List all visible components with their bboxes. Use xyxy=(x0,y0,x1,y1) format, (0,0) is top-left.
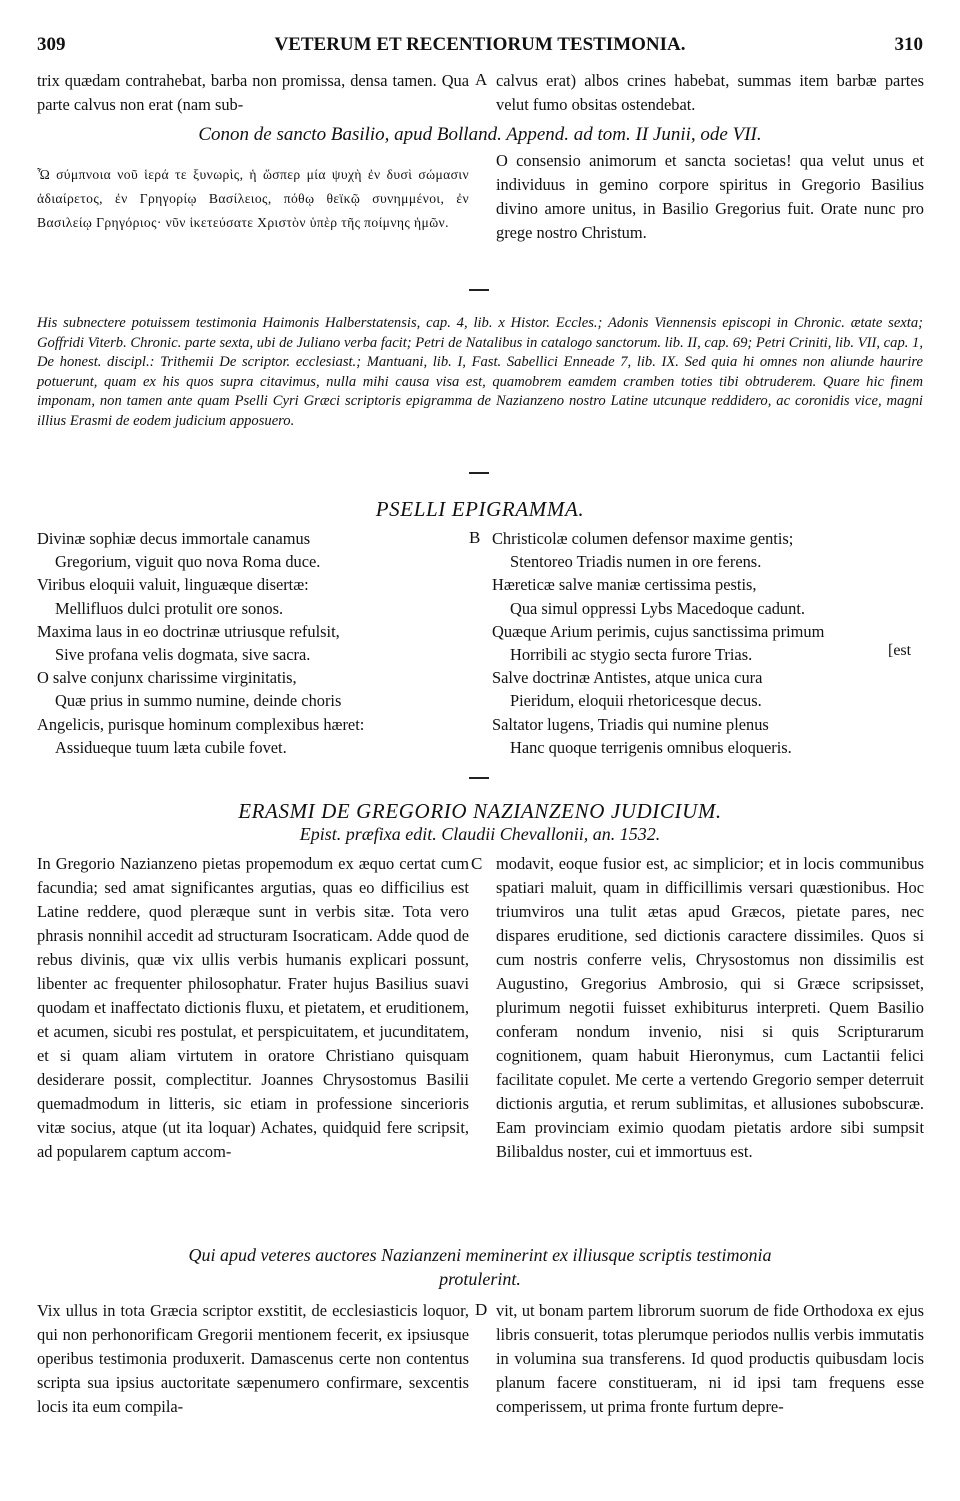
right-page-number: 310 xyxy=(894,34,923,55)
divider xyxy=(469,289,489,291)
epigram-title: PSELLI EPIGRAMMA. xyxy=(375,497,585,521)
epigram-right-verses xyxy=(492,527,924,759)
verse-line: Sive profana velis dogmata, sive sacra. xyxy=(55,645,311,665)
verse-line: Hanc quoque terrigenis omnibus eloqueris. xyxy=(510,737,792,757)
verse-line: Pieridum, eloquii rhetoricesque decus. xyxy=(510,691,762,711)
verse-line: Assidueque tuum læta cubile fovet. xyxy=(55,737,287,757)
intro-right-text: calvus erat) albos crines habebat, summas item barbæ partes velut fumo obsitas ostendebat. xyxy=(496,71,924,114)
verse-line: Saltator lugens, Triadis qui numine plenus xyxy=(492,714,769,734)
conon-heading: Conon de sancto Basilio, apud Bolland. Append. ad tom. II Junii, ode VII. xyxy=(198,124,762,145)
section-marker-a: A xyxy=(475,70,488,89)
epigram-left-verses xyxy=(37,527,469,759)
notes-paragraph: His subnectere potuissem testimonia Haimonis Halberstatensis, cap. 4, lib. x Histor. Eccles.; Adonis Viennensis episcopi in Chronic. ætate sexta; Goffridi Viterb. Chronic. parte sexta, ubi de Juliano verba facit; Petri de Natalibus in catalogo sanctorum. lib. II, cap. 69; Petri Criniti, lib. VII, cap. 1, De honest. discipl.: Trithemii De scriptor. ecclesiast.; Mantuani, lib. I, Fast. Sabellici Enneade 7, lib. IX. Sed quia hi omnes non aliunde haurire potuerunt, quam ex his quos supra citavimus, nulla mihi causa visa est, quamobrem eamdem cramben toties tibi obtruderem. Quare hic finem imponam, non tamen ante quam Pselli Cyri Græci scriptoris epigramma de Nazianzeno nostro Latine utcunque reddidero, ac coronidis vice, magni illius Erasmi de eodem judicium apposuero. xyxy=(37,315,923,429)
verse-line: Hæreticæ salve maniæ certissima pestis, xyxy=(492,575,757,595)
verse-line: Quæ prius in summo numine, deinde choris xyxy=(55,691,342,711)
conon-latin-text: O consensio animorum et sancta societas! qua velut unus et individuus in gemino corpore spiritus in Gregorio Basilius divino amore unitus, in Basilio Gregorius fuit. Orate nunc pro grege nostro Christum. xyxy=(496,151,924,242)
verse-line: Qua simul oppressi Lybs Macedoque cadunt. xyxy=(510,598,805,618)
verse-line: Viribus eloquii valuit, linguæque disertæ: xyxy=(37,575,309,595)
verse-line: Angelicis, purisque hominum complexibus hæret: xyxy=(37,714,365,734)
est-continuation: [est xyxy=(888,642,912,659)
erasmus-left-text: In Gregorio Nazianzeno pietas propemodum ex æquo certat cum facundia; sed amat significantes argutias, quas eo difficilius est Latine reddere, quod pleræque sunt in verbis sitæ. Tota vero phrasis nonnihil accedit ad structuram Isocraticam. Adde quod de rebus divinis, quæ vix ullis verbis humanis explicari possunt, libenter ac frequenter philosophatur. Frater hujus Basilius suavi quodam et inaffectato dictionis fluxu, et pietatem, et eruditionem, et acumen, sicubi res postulat, et perspicuitatem, et jucunditatem, et si quam aliam virtutem in oratore Christiano quisquam desiderare possit, complectitur. Joannes Chrysostomus Basilii quemadmodum in litteris, sic etiam in professione sincerioris vitæ socius, atque (ut ita loquar) Achates, quidquid fere scripsit, ad popularem captum accom- xyxy=(37,854,469,1161)
running-header xyxy=(37,34,923,58)
verse-line: Maxima laus in eo doctrinæ utriusque refulsit, xyxy=(37,621,340,641)
intro-left-text: trix quædam contrahebat, barba non promissa, densa tamen. Qua parte calvus non erat (nam sub- xyxy=(37,71,469,114)
conon-greek-text: Ὦ σύμπνοια νοῦ ἱερά τε ξυνωρὶς, ἡ ὥσπερ μία ψυχὴ ἐν δυσὶ σώμασιν ἀδιαίρετος, ἐν Γρηγορίῳ Βασίλειος, πόθῳ θεϊκῷ συνημμένοι, ἐν Βασιλείῳ Γρηγόριος· νῦν ἱκετεύσατε Χριστὸν ὑπὲρ τῆς ποίμνης ἡμῶν. xyxy=(37,166,469,231)
verse-line: Quæque Arium perimis, cujus sanctissima primum xyxy=(492,621,825,641)
erasmus-right-text: modavit, eoque fusior est, ac simplicior; et in locis communibus spatiari maluit, quam in difficillimis versari quæstionibus. Hoc triumviros una tulit ætas apud Græcos, pietate pares, nec dispares eruditione, sed dictionis caractere dissimiles. Quos si cum nostris conferre velis, Chrysostomus non dissimilis est Augustino, Gregorius Ambrosio, qui si Græce scripsisset, plurimum negotii fuisset exhibiturus interpreti. Quem Basilio conferam nondum invenio, nisi si quis Scripturarum cognitionem, quam habuit Hieronymus, cum Lactantii felici facilitate copulet. Me certe a vertendo Gregorio semper deterruit dictionis argutia, et rerum sublimitas, et allusiones subobscuræ. Eam provinciam eximio quodam pietatis ardore sibi sumpsit Bilibaldus noster, cui et immortuus est. xyxy=(496,854,924,1161)
section-marker-c: C xyxy=(471,854,483,873)
veteres-right-text: vit, ut bonam partem librorum suorum de fide Orthodoxa ex ejus libris consuerit, totas plerumque periodos nullis verbis immutatis in volumina sua transferens. Id quod productis quibusdam locis planum facere constitueram, ni id ipsi tam frequens esse comperissem, ut prima fronte furtum depre- xyxy=(496,1301,924,1416)
divider xyxy=(469,777,489,779)
verse-line: Mellifluos dulci protulit ore sonos. xyxy=(55,598,284,618)
veteres-heading-line1: Qui apud veteres auctores Nazianzeni meminerint ex illiusque scriptis testimonia xyxy=(188,1245,772,1265)
verse-line: O salve conjunx charissime virginitatis, xyxy=(37,668,297,688)
verse-line: Salve doctrinæ Antistes, atque unica cura xyxy=(492,668,763,688)
verse-line: Christicolæ columen defensor maxime gentis; xyxy=(492,529,794,548)
verse-line: Horribili ac stygio secta furore Trias. xyxy=(510,645,753,665)
verse-line: Divinæ sophiæ decus immortale canamus xyxy=(37,529,311,548)
veteres-left-text: Vix ullus in tota Græcia scriptor exstitit, de ecclesiasticis loquor, qui non perhonorificam Gregorii mentionem fecerit, ex ipsiusque operibus testimonia produxerit. Damascenus certe non contentus scripta sua ipsius auctoritate sæpenumero confirmare, sexcentis locis ita eum compila- xyxy=(37,1301,469,1416)
verse-line: Gregorium, viguit quo nova Roma duce. xyxy=(55,552,321,572)
veteres-heading-line2: protulerint. xyxy=(439,1269,521,1289)
verse-line: Stentoreo Triadis numen in ore ferens. xyxy=(510,552,762,572)
section-marker-d: D xyxy=(475,1300,488,1319)
erasmus-subtitle: Epist. præfixa edit. Claudii Chevallonii, an. 1532. xyxy=(299,824,661,844)
left-page-number: 309 xyxy=(37,34,66,55)
divider xyxy=(469,472,489,474)
section-marker-b: B xyxy=(469,528,481,547)
running-title: VETERUM ET RECENTIORUM TESTIMONIA. xyxy=(274,34,686,55)
erasmus-title: ERASMI DE GREGORIO NAZIANZENO JUDICIUM. xyxy=(238,799,722,823)
